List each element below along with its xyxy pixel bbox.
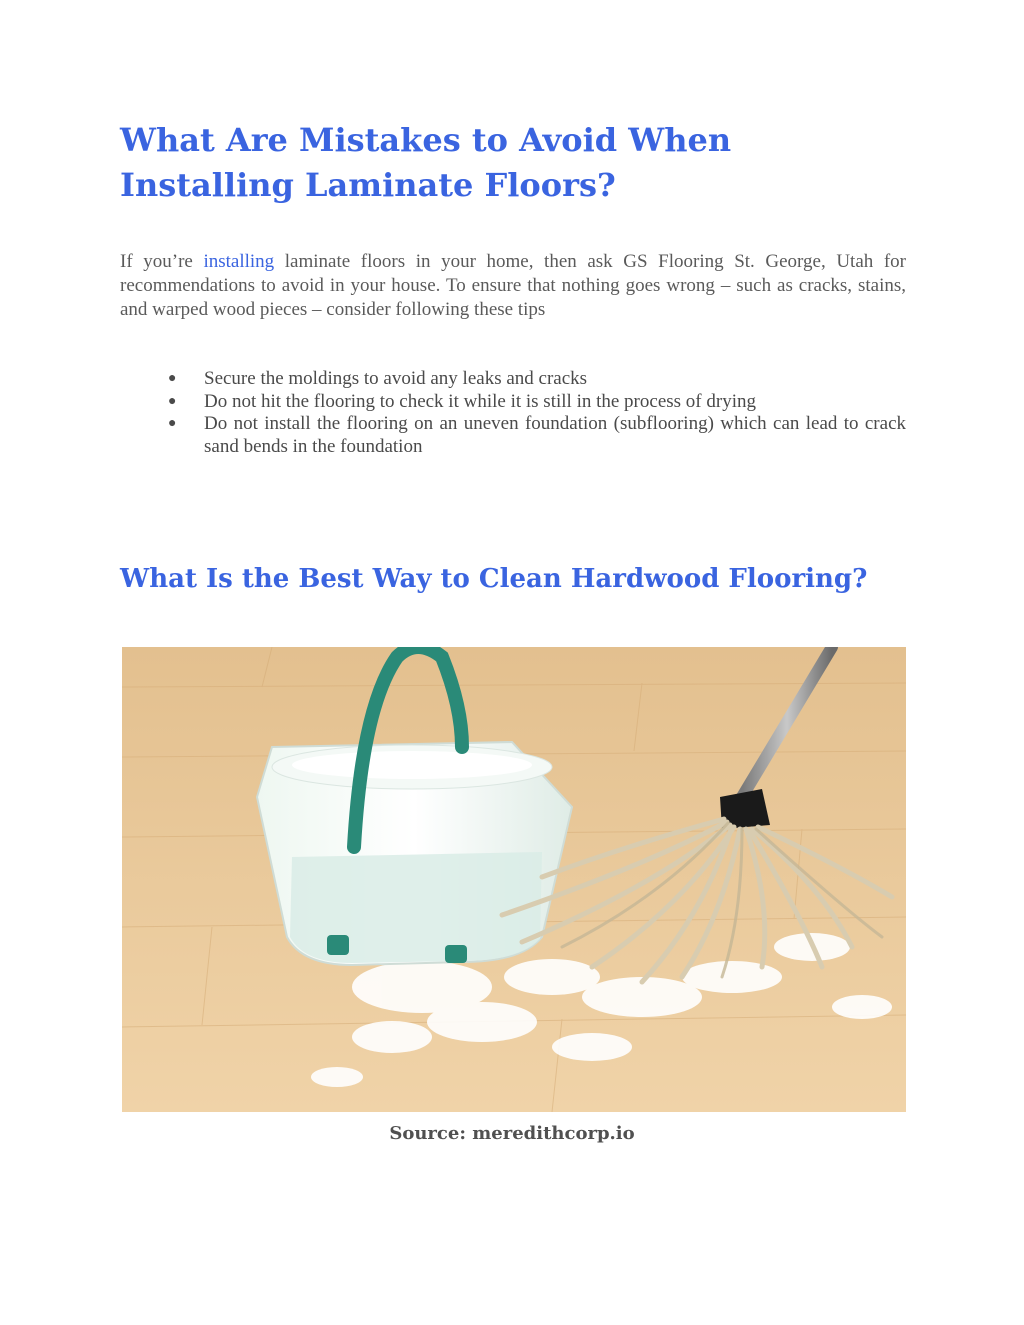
tips-list bbox=[162, 368, 906, 458]
list-item-text: Secure the moldings to avoid any leaks and cracks bbox=[204, 368, 588, 389]
list-item-text: Do not hit the flooring to check it while it is still in the process of drying bbox=[204, 390, 756, 412]
bullet-icon: ● bbox=[168, 393, 177, 409]
installing-link[interactable]: installing bbox=[203, 251, 275, 272]
mop-and-bucket-photo bbox=[122, 647, 906, 1112]
image-caption: Source: meredithcorp.io bbox=[389, 1123, 635, 1144]
intro-text-end: laminate floors in your home, then ask GS Flooring St. George, Utah for recommendations to avoid in your house. To ensure that nothing goes wrong – such as cracks, stains, and warped wood pieces – consider following these tips bbox=[120, 251, 906, 320]
mop-bucket-illustration bbox=[122, 647, 906, 1112]
intro-text-start: If you’re bbox=[120, 251, 204, 272]
list-item bbox=[162, 391, 906, 414]
bullet-icon: ● bbox=[168, 371, 177, 386]
list-item bbox=[162, 413, 906, 458]
bullet-icon: ● bbox=[168, 416, 177, 431]
section-heading-laminate-mistakes: What Are Mistakes to Avoid When Installing Laminate Floors? bbox=[120, 121, 732, 204]
bucket bbox=[257, 742, 572, 965]
list-item bbox=[162, 368, 906, 391]
section-heading-hardwood-cleaning: What Is the Best Way to Clean Hardwood Flooring? bbox=[120, 564, 868, 594]
list-item-text: Do not install the flooring on an uneven foundation (subflooring) which can lead to crack sand bends in the foundation bbox=[204, 413, 906, 457]
intro-paragraph bbox=[120, 250, 906, 322]
